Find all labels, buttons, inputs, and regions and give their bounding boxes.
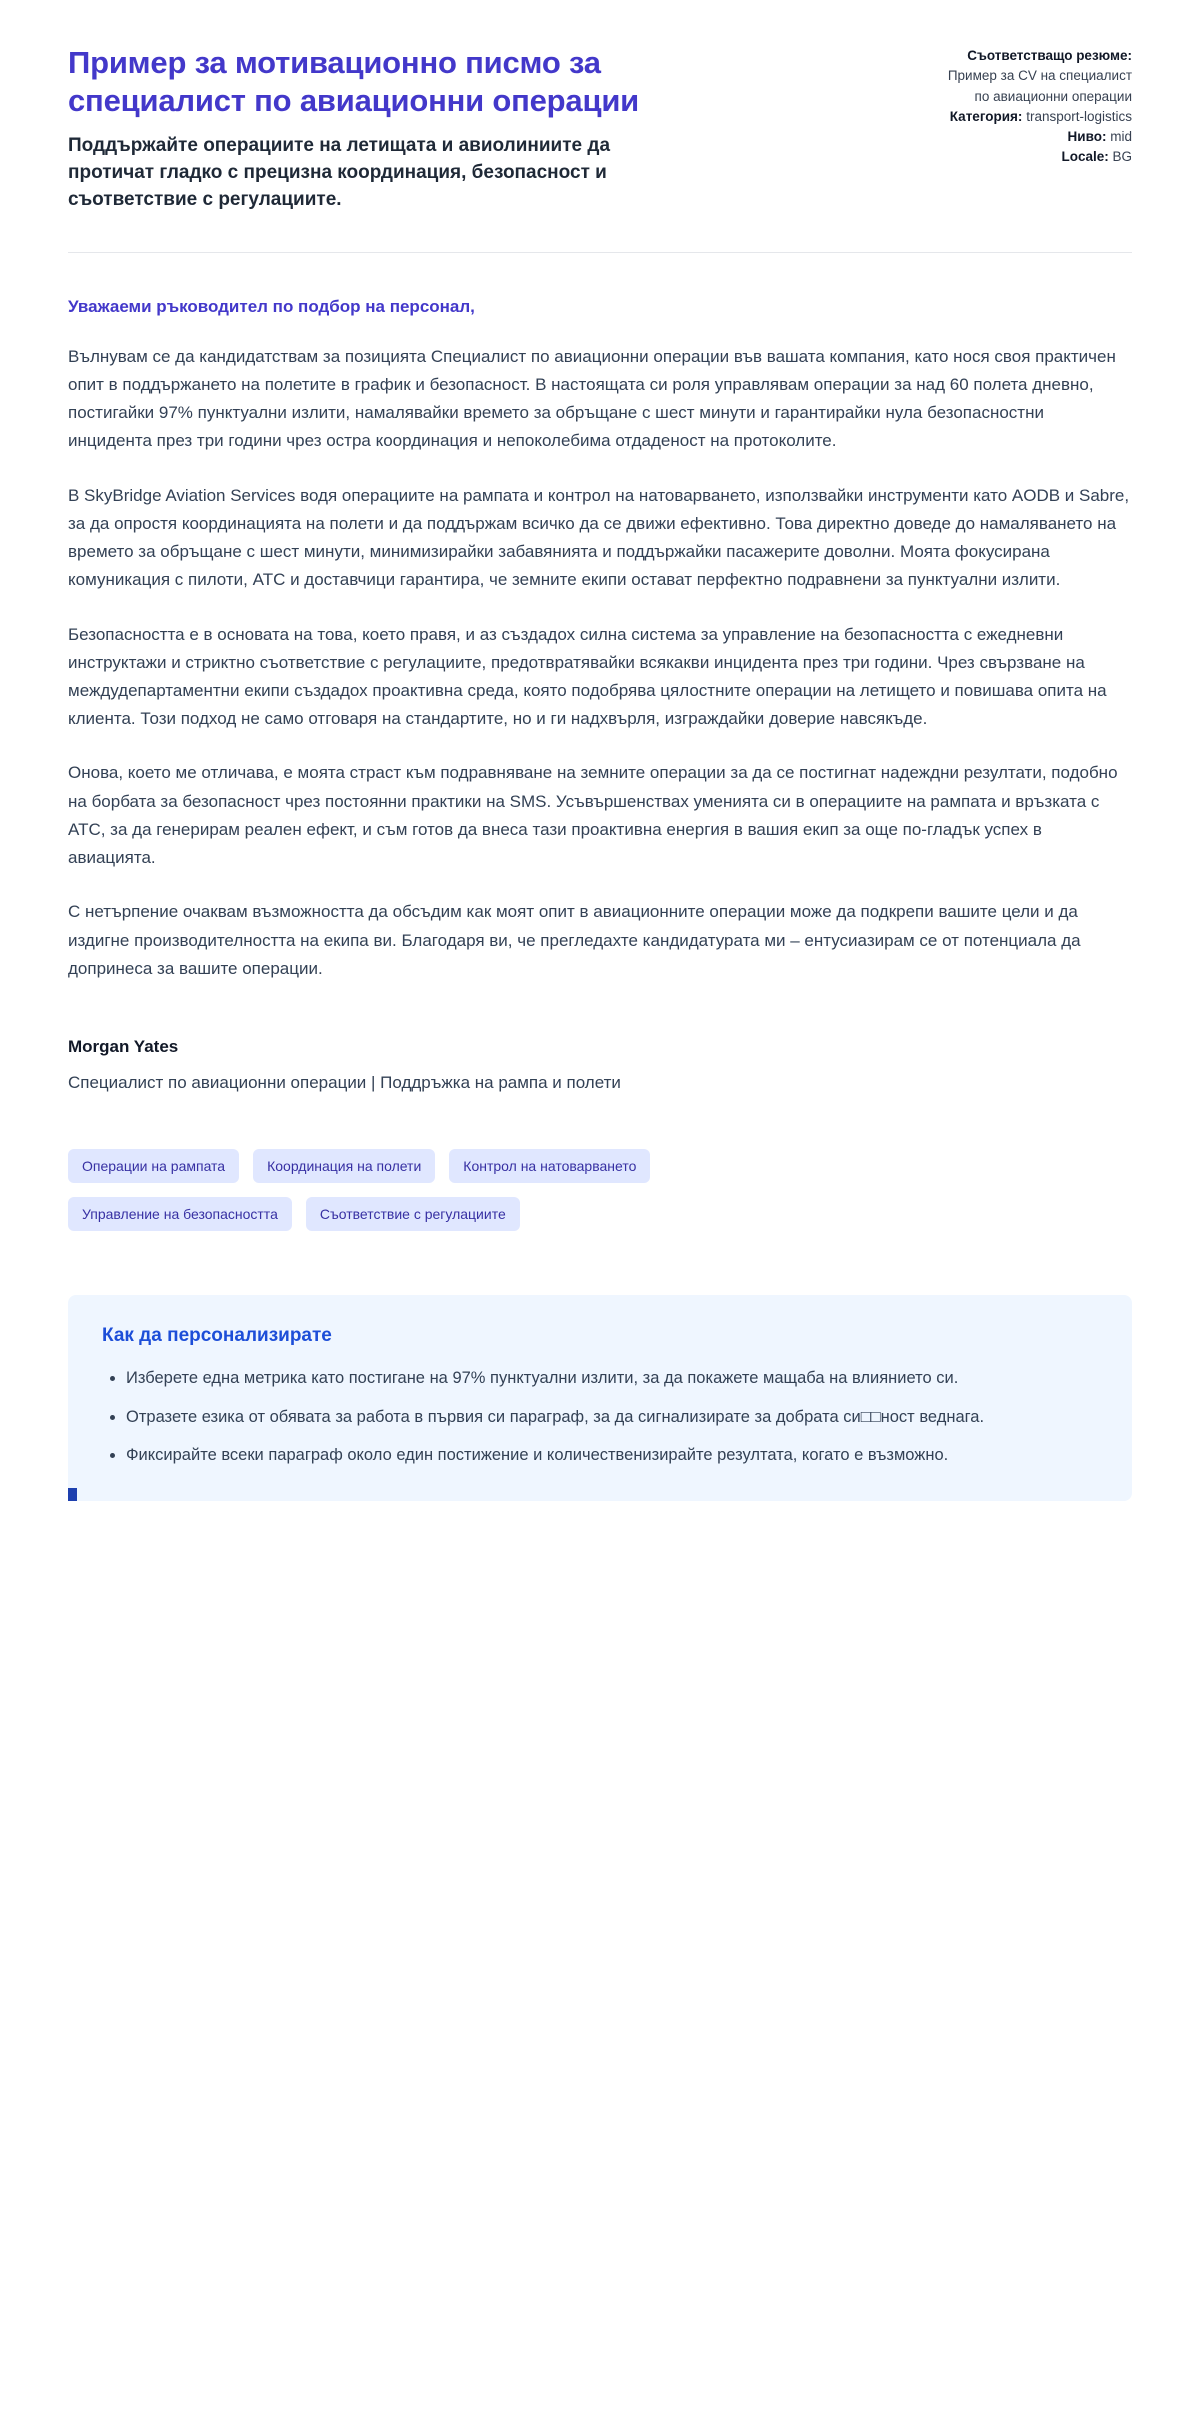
page-subtitle: Поддържайте операциите на летищата и авиолиниите да протичат гладко с прецизна координация, безопасност и съответствие с регулациите. [68,134,611,210]
letter-paragraph: В SkyBridge Aviation Services водя операциите на рампата и контрол на натоварването, използвайки инструменти като AODB и Sabre, за да опростя координацията на полети и да поддържам всичко да се движи ефективно. Това директно доведе до намаляването на времето за обръщане с шест минути, минимизирайки забавянията и поддържайки пасажерите доволни. Моята фокусирана комуникация с пилоти, ATC и доставчици гарантира, че земните екипи остават перфектно подравнени за пунктуални излити. [68,485,1130,590]
skill-tags [68,1149,1132,1231]
skill-tag[interactable]: Съответствие с регулациите [306,1197,520,1231]
tips-title: Как да персонализирате [102,1324,332,1346]
skill-tag[interactable]: Управление на безопасността [68,1197,292,1231]
letter-salutation: Уважаеми ръководител по подбор на персонал, [68,296,475,316]
meta-locale-label: Locale: [1061,149,1109,165]
page-title: Пример за мотивационно писмо за специалист по авиационни операции [68,45,640,119]
meta-locale-row [944,147,1132,167]
tips-list-item: • Фиксирайте всеки параграф около един постижение и количественизирайте резултата, когато е възможно. [126,1442,1098,1469]
skill-tag[interactable]: Контрол на натоварването [449,1149,650,1183]
meta-category-label: Категория: [949,108,1023,124]
tips-list [102,1365,1098,1469]
tips-list-item: • Отразете езика от обявата за работа в първия си параграф, за да сигнализирате за добрата си□□ност веднага. [126,1404,1098,1431]
meta-resume-label: Съответстващо резюме: [967,48,1132,63]
box-corner-accent [68,1488,77,1501]
tips-list-item: • Изберете една метрика като постигане на 97% пунктуални излити, за да покажете мащаба на влиянието си. [126,1365,1098,1392]
header-title-block [68,44,668,214]
letter-body [68,297,1132,1501]
skill-tag[interactable]: Операции на рампата [68,1149,239,1183]
header-divider [68,252,1132,253]
page-header [68,44,1132,214]
letter-paragraph: С нетърпение очаквам възможността да обсъдим как моят опит в авиационните операции може да подкрепи вашите цели и да издигне производителността на екипа ви. Благодаря ви, че прегледахте кандидатурата ми – ентусиазирам се от потенциала да допринеса за вашите операции. [68,902,1081,978]
meta-level-label: Ниво: [1067,129,1107,144]
letter-paragraph: Безопасността е в основата на това, което правя, и аз създадох силна система за управление на безопасността с ежедневни инструктажи и стриктно съответствие с регулациите, предотвратявайки всякакви инцидента през три години. Чрез свързване на междудепартаментни екипи създадох проактивна среда, която подобрява цялостните операции на летището и повишава опита на клиента. Този подход не само отговаря на стандартите, но и ги надхвърля, изграждайки доверие навсякъде. [68,624,1107,729]
meta-panel [944,44,1132,168]
letter-paragraph: Вълнувам се да кандидатствам за позицията Специалист по авиационни операции във вашата компания, като нося своя практичен опит в поддържането на полетите в график и безопасност. В настоящата си роля управлявам операции за над 60 полета дневно, постигайки 97% пунктуални излити, намалявайки времето за обръщане с шест минути и гарантирайки нула безопасностни инцидента през три години чрез остра координация и непоколебима отдаденост на протоколите. [68,346,1116,451]
letter-paragraph: Онова, което ме отличава, е моята страст към подравняване на земните операции за да се постигнат надеждни резултати, подобно на борбата за безопасност чрез постоянни практики на SMS. Усъвършенствах уменията си в операциите на рампата и връзката с ATC, за да генерирам реален ефект, и съм готов да внеса тази проактивна енергия в вашия екип за още по-гладък успех в авиацията. [68,763,1118,868]
meta-locale-value: BG [1112,149,1132,165]
meta-level-value: mid [1110,129,1132,144]
meta-resume-value: Пример за CV на специалист по авиационни операции [947,68,1132,104]
signature-name: Morgan Yates [68,1036,179,1056]
meta-category-value: transport-logistics [1026,108,1132,124]
skill-tags-row [68,1149,1132,1183]
skill-tags-row [68,1197,1132,1231]
signature-role: Специалист по авиационни операции | Поддръжка на рампа и полети [68,1072,621,1092]
meta-category-row [944,107,1132,127]
meta-level-row [944,127,1132,147]
personalization-tips-box [68,1295,1132,1501]
skill-tag[interactable]: Координация на полети [253,1149,435,1183]
